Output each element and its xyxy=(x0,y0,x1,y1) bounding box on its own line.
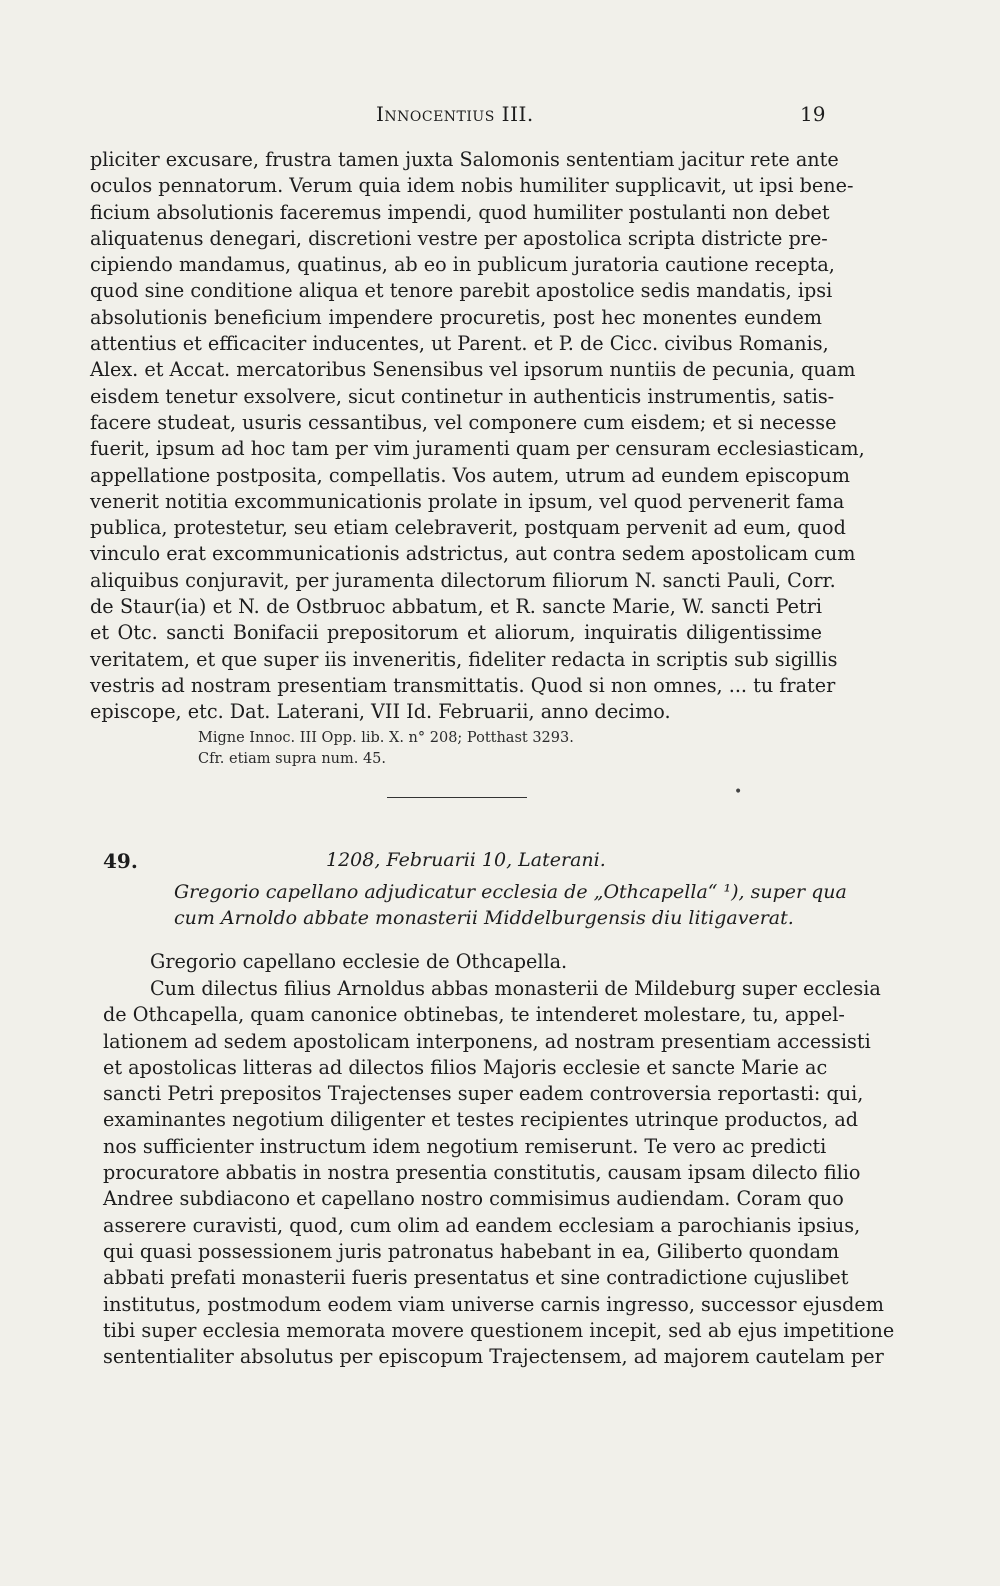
text-line: cipiendo mandamus, quatinus, ab eo in publicum juratoria cautione recepta, xyxy=(90,253,835,277)
text-line: Cum dilectus filius Arnoldus abbas monasterii de Mildeburg super ecclesia xyxy=(150,977,881,1000)
text-line: Alex. et Accat. mercatoribus Senensibus vel ipsorum nuntiis de pecunia, quam xyxy=(90,358,856,382)
text-line: nos sufficienter instructum idem negotium remiserunt. Te vero ac predicti xyxy=(103,1134,827,1158)
text-line: aliquatenus denegari, discretioni vestre per apostolica scripta districte pre- xyxy=(90,226,828,250)
entry-date: 1208, Februarii 10, Laterani. xyxy=(326,849,606,871)
letter-address: Gregorio capellano ecclesie de Othcapella. xyxy=(150,950,568,973)
text-line: et Otc. sancti Bonifacii prepositorum et aliorum, inquiratis diligentissime xyxy=(90,621,822,645)
text-line: sancti Petri prepositos Trajectenses super eadem controversia reportasti: qui, xyxy=(103,1082,864,1106)
text-line: aliquibus conjuravit, per juramenta dilectorum filiorum N. sancti Pauli, Corr. xyxy=(90,568,836,592)
text-line: et apostolicas litteras ad dilectos filios Majoris ecclesie et sancte Marie ac xyxy=(103,1055,828,1079)
text-line: de Othcapella, quam canonice obtinebas, te intenderet molestare, tu, appel- xyxy=(103,1003,845,1027)
text-line: asserere curavisti, quod, cum olim ad eandem ecclesiam a parochianis ipsius, xyxy=(103,1213,861,1237)
text-line: lationem ad sedem apostolicam interponens, ad nostram presentiam accessisti xyxy=(103,1029,871,1053)
text-line: eisdem tenetur exsolvere, sicut continetur in authenticis instrumentis, satis- xyxy=(90,384,835,408)
text-line: tibi super ecclesia memorata movere questionem incepit, sed ab ejus impetitione xyxy=(103,1318,895,1342)
entry-summary xyxy=(174,879,847,931)
text-line: episcope, etc. Dat. Laterani, VII Id. Februarii, anno decimo. xyxy=(90,700,671,724)
citation-line: Migne Innoc. III Opp. lib. X. n° 208; Potthast 3293. xyxy=(198,730,574,746)
text-line: pliciter excusare, frustra tamen juxta Salomonis sententiam jacitur rete ante xyxy=(90,148,839,171)
text-line: Andree subdiacono et capellano nostro commisimus audiendam. Coram quo xyxy=(103,1187,844,1211)
letter-body xyxy=(103,976,895,1370)
text-line: examinantes negotium diligenter et testes recipientes utrinque productos, ad xyxy=(103,1108,859,1132)
entry-number: 49. xyxy=(103,849,138,873)
text-line: venerit notitia excommunicationis prolate in ipsum, vel quod pervenerit fama xyxy=(90,489,845,513)
text-line: vestris ad nostram presentiam transmittatis. Quod si non omnes, ... tu frater xyxy=(90,673,836,697)
text-line: institutus, postmodum eodem viam universe carnis ingresso, successor ejusdem xyxy=(103,1292,884,1316)
page-number: 19 xyxy=(800,102,826,126)
text-line: ficium absolutionis faceremus impendi, quod humiliter postulanti non debet xyxy=(90,200,830,224)
continued-letter-text xyxy=(90,147,865,726)
source-citation xyxy=(198,728,574,770)
text-line: fuerit, ipsum ad hoc tam per vim juramenti quam per censuram ecclesiasticam, xyxy=(90,437,865,461)
text-line: procuratore abbatis in nostra presentia constitutis, causam ipsam dilecto filio xyxy=(103,1161,861,1185)
summary-line: cum Arnoldo abbate monasterii Middelburgensis diu litigaverat. xyxy=(174,907,794,929)
text-line: attentius et efficaciter inducentes, ut Parent. et P. de Cicc. civibus Romanis, xyxy=(90,332,829,356)
text-line: oculos pennatorum. Verum quia idem nobis humiliter supplicavit, ut ipsi bene- xyxy=(90,174,854,198)
text-line: qui quasi possessionem juris patronatus habebant in ea, Giliberto quondam xyxy=(103,1239,840,1263)
running-title: Innocentius III. xyxy=(376,102,534,126)
citation-line: Cfr. etiam supra num. 45. xyxy=(198,751,387,767)
text-line: abbati prefati monasterii fueris presentatus et sine contradictione cujuslibet xyxy=(103,1266,849,1290)
text-line: publica, protestetur, seu etiam celebraverit, postquam pervenit ad eum, quod xyxy=(90,516,846,540)
text-line: appellatione postposita, compellatis. Vos autem, utrum ad eundem episcopum xyxy=(90,463,850,487)
section-divider xyxy=(387,797,527,798)
text-line: veritatem, et que super iis inveneritis, fideliter redacta in scriptis sub sigillis xyxy=(90,647,838,671)
stray-mark: • xyxy=(734,784,743,800)
text-line: de Staur(ia) et N. de Ostbruoc abbatum, et R. sancte Marie, W. sancti Petri xyxy=(90,595,822,619)
running-head xyxy=(0,102,1000,132)
text-line: sententialiter absolutus per episcopum Trajectensem, ad majorem cautelam per xyxy=(103,1345,884,1369)
text-line: facere studeat, usuris cessantibus, vel componere cum eisdem; et si necesse xyxy=(90,410,837,434)
text-line: absolutionis beneficium impendere procuretis, post hec monentes eundem xyxy=(90,305,822,329)
summary-line: Gregorio capellano adjudicatur ecclesia de „Othcapella“ ¹), super qua xyxy=(174,881,847,903)
text-line: quod sine conditione aliqua et tenore parebit apostolice sedis mandatis, ipsi xyxy=(90,279,833,303)
text-line: vinculo erat excommunicationis adstrictus, aut contra sedem apostolicam cum xyxy=(90,542,856,566)
